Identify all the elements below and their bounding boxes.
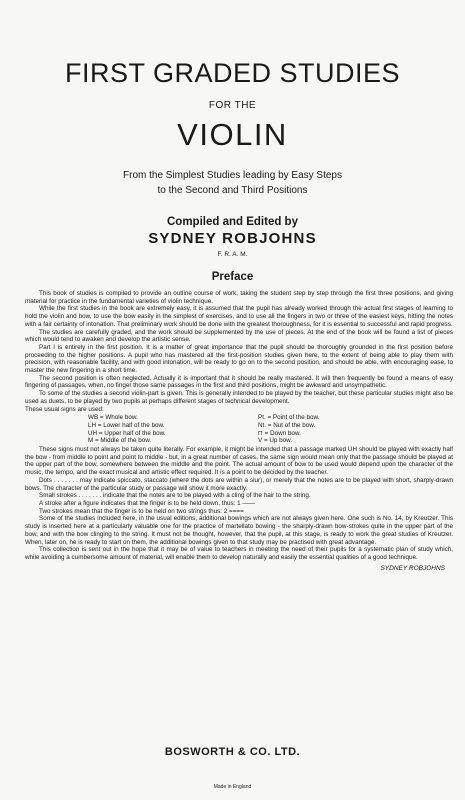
subtitle-line: to the Second and Third Positions (157, 185, 308, 196)
preface-paragraph: The second position is often neglected. Actually it is important that it should be really mastered. It will then frequently be found a means of easy fingering of passages, when, no finger those same passages in the first and third positions, might be awkward and unsympathetic. (25, 374, 453, 390)
bowing-sign: LH = Lower half of the bow. (88, 421, 165, 429)
bowing-sign: V = Up bow. (258, 437, 293, 445)
bowing-sign: Pt. = Point of the bow. (258, 414, 320, 422)
page-title: FIRST GRADED STUDIES (64, 58, 401, 88)
subtitle-line: From the Simplest Studies leading by Easy Steps (123, 170, 342, 181)
compiled-by-label: Compiled and Edited by (167, 216, 298, 228)
author-credentials: F. R. A. M. (217, 251, 248, 258)
preface-paragraph: A stroke after a figure indicates that the finger is to be held down, thus: 1 —— (39, 499, 255, 507)
preface-paragraph: Two strokes mean that the finger is to be held on two strings thus: 2 ==== (39, 507, 244, 515)
preface-paragraph: Small strokes . . . . . . . indicate that the notes are to be played with a cling of the hair to the string. (39, 492, 311, 500)
publisher-name: BOSWORTH & CO. LTD. (164, 746, 301, 758)
preface-signature: SYDNEY ROBJOHNS (380, 564, 445, 572)
author-name: SYDNEY ROBJOHNS (148, 230, 317, 247)
preface-paragraph: Some of the studies included here, in the usual editions, additional bowings which are not always given here. One such is No. 14, by Kreutzer. This study is inserted here at a particularly valuable one for the practice of martellato bowing - the sharply-drawn bow-strokes quite in the upper part of the bow, and with the bow clinging to the string. It must not be thought, however, that the pupil, at this stage, is ready to work the great studies of Kreutzer. When, later on, he is ready to start on them, the additional bowings given to that study may be practised with great advantage. (25, 515, 453, 546)
bowing-sign: UH = Upper half of the bow. (88, 429, 166, 437)
preface-paragraph: These usual signs are used: (25, 405, 104, 413)
preface-paragraph: While the first studies in the book are extremely easy, it is assumed that the pupil has already worked through the actual first stages of learning to hold the violin and bow, to use the bow easily in the simplest of exercises, and to use all the fingers in two or three of the easiest keys, hitting the notes with a fair certainty of intonation. That preliminary work should be done with the greatest thoroughness, for it is essential to successful and rapid progress. (25, 305, 453, 328)
preface-paragraph: Dots . . . . . . . may indicate spiccato, staccato (where the dots are within a slur), or merely that the notes are to be played with short, sharply-drawn bows. The character of the particular study or passage will show it more exactly. (25, 476, 453, 492)
preface-paragraph: To some of the studies a second violin-part is given. This is generally intended to be played by the teacher, but these particular studies might also be used as duets, to be played by two pupils at perhaps different stages of technical development. (25, 390, 453, 405)
for-the-label: FOR THE (208, 100, 257, 111)
bowing-sign: Nt. = Nut of the bow. (258, 421, 316, 429)
bowing-sign: ⊓ = Down bow. (258, 429, 301, 437)
preface-paragraph: The studies are carefully graded, and the work should be supplemented by the use of pieces. At the end of the book will be found a list of pieces which would tend to awaken and develop the artistic sense. (25, 328, 453, 344)
preface-body (25, 290, 453, 572)
preface-paragraph: This book of studies is compiled to provide an outline course of work, taking the student step by step through the first three positions, and giving material for practice in the fundamental varieties of violin technique. (25, 290, 453, 305)
bowing-signs-list (88, 414, 453, 445)
bowing-sign: WB = Whole bow. (88, 414, 138, 422)
preface-paragraph: Part I is entirely in the first position. It is a matter of great importance that the pupil should be thoroughly grounded in the first position before proceeding to the higher positions. A pupil who has mastered all the first-position studies given here, to the extent of being able to play them with precision, with reasonable facility, and with good intonation, will be ready to go on to the second position, and should be able, with encouraging ease, to master the new fingering in a short time. (25, 343, 453, 375)
preface-paragraph: This collection is sent out in the hope that it may be of value to teachers in meeting the need of their pupils for a systematic plan of study which, while avoiding a cumbersome amount of material, will enable them to develop naturally and easily the essential qualities of a good technique. (25, 546, 453, 561)
preface-paragraph: These signs must not always be taken quite literally. For example, it might be intended that a passage marked UH should be played with exactly half the bow - from middle to point and point to middle - but, in a great number of cases, the same sign would mean only that the passage should be played at the upper part of the bow, somewhere between the middle and the point. The actual amount of bow to be used would depend upon the character of the music, the tempo, and the exact musical and artistic effect required. It is a point to be decided by the teacher. (25, 446, 453, 477)
instrument-title: VIOLIN (177, 117, 288, 152)
country-of-manufacture: Made in England (213, 784, 252, 790)
subtitle (100, 168, 365, 198)
bowing-sign: M = Middle of the bow. (88, 437, 152, 445)
preface-heading: Preface (211, 271, 254, 283)
